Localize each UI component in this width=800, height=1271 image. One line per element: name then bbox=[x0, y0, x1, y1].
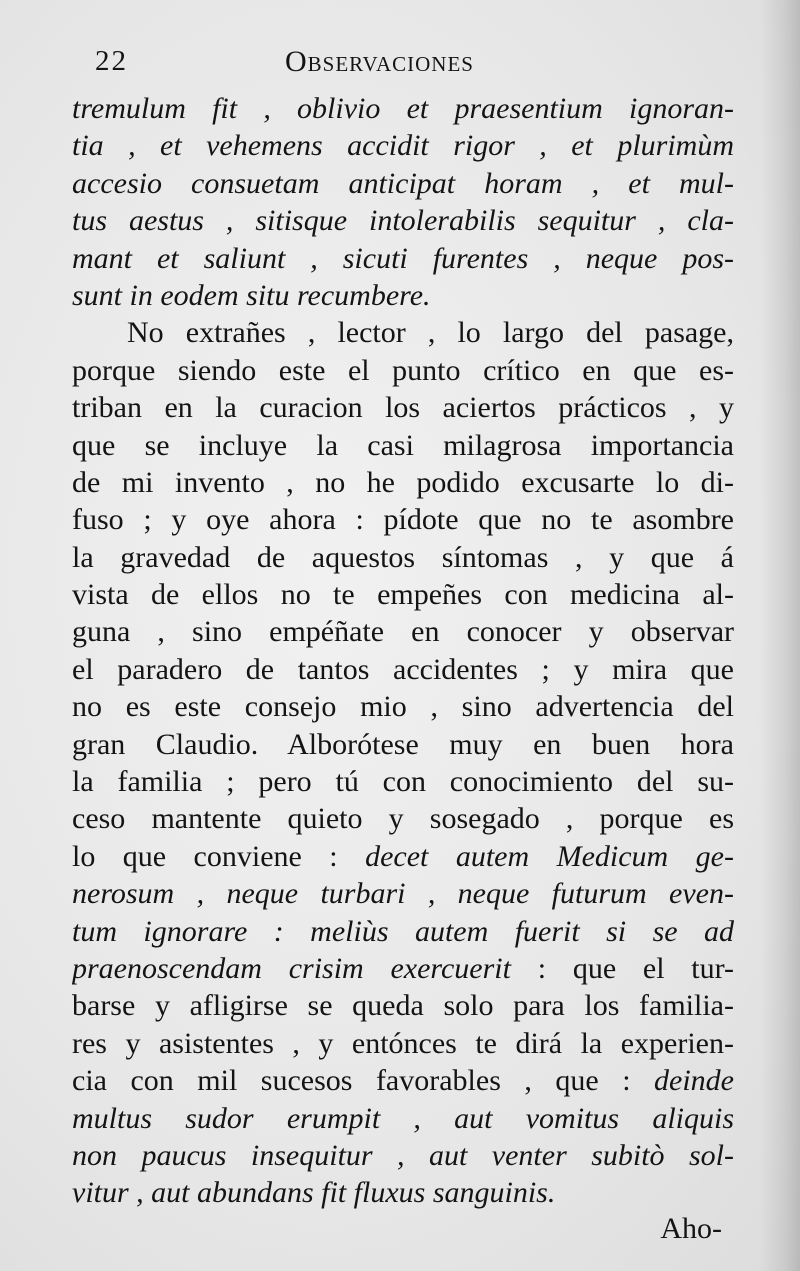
latin-quote-segment: decet autem Medicum ge- bbox=[365, 839, 734, 873]
latin-quote-segment: vitur , aut abundans fit fluxus sanguinis. bbox=[72, 1176, 556, 1210]
spanish-text-segment: el paradero de tantos accidentes ; y mira que bbox=[72, 652, 734, 686]
text-line bbox=[72, 688, 734, 725]
spanish-text-segment: gran Claudio. Alborótese muy en buen hora bbox=[72, 727, 734, 761]
spanish-text-segment: no es este consejo mio , sino advertencia del bbox=[72, 690, 734, 724]
text-line bbox=[72, 277, 734, 314]
catchword: Aho- bbox=[660, 1212, 722, 1245]
text-line bbox=[72, 352, 734, 389]
spanish-text-segment: triban en la curacion los aciertos prácticos , y bbox=[72, 391, 734, 425]
spanish-text-segment: : que el tur- bbox=[510, 951, 734, 985]
text-line bbox=[72, 165, 734, 202]
text-line bbox=[72, 90, 734, 127]
body-text bbox=[72, 90, 734, 1212]
latin-quote-segment: non paucus insequitur , aut venter subitò sol- bbox=[72, 1138, 734, 1172]
latin-quote-segment: tum ignorare : meliùs autem fuerit si se ad bbox=[72, 914, 734, 948]
text-line bbox=[72, 1137, 734, 1174]
latin-quote-segment: praenoscendam crisim exercuerit bbox=[72, 951, 511, 985]
text-line bbox=[72, 763, 734, 800]
text-line bbox=[72, 875, 734, 912]
text-line bbox=[72, 613, 734, 650]
spanish-text-segment: guna , sino empéñate en conocer y observar bbox=[72, 615, 734, 649]
text-line bbox=[72, 1025, 734, 1062]
running-head bbox=[95, 45, 735, 85]
spanish-text-segment: lo que conviene : bbox=[72, 839, 366, 873]
text-line bbox=[72, 314, 734, 351]
spanish-text-segment: res y asistentes , y entónces te dirá la experien- bbox=[72, 1026, 734, 1060]
latin-quote-segment: accesio consuetam anticipat horam , et mul- bbox=[72, 166, 734, 200]
text-line bbox=[72, 838, 734, 875]
spanish-text-segment: cia con mil sucesos favorables , que : bbox=[72, 1064, 655, 1098]
latin-quote-segment: tia , et vehemens accidit rigor , et plurimùm bbox=[72, 129, 734, 163]
spanish-text-segment: la gravedad de aquestos síntomas , y que á bbox=[72, 540, 734, 574]
text-line bbox=[72, 1062, 734, 1099]
latin-quote-segment: mant et saliunt , sicuti furentes , neque pos- bbox=[72, 241, 734, 275]
text-line bbox=[72, 950, 734, 987]
text-line bbox=[72, 389, 734, 426]
spanish-text-segment: fuso ; y oye ahora : pídote que no te asombre bbox=[72, 503, 734, 537]
text-line bbox=[72, 202, 734, 239]
text-line bbox=[72, 651, 734, 688]
spanish-text-segment: vista de ellos no te empeñes con medicina al- bbox=[72, 578, 734, 612]
text-line bbox=[72, 1174, 734, 1211]
text-line bbox=[72, 576, 734, 613]
text-line bbox=[72, 427, 734, 464]
text-line bbox=[72, 800, 734, 837]
text-line bbox=[72, 240, 734, 277]
latin-quote-segment: multus sudor erumpit , aut vomitus aliquis bbox=[72, 1101, 734, 1135]
latin-quote-segment: tus aestus , sitisque intolerabilis sequitur , cla- bbox=[72, 204, 734, 238]
page-edge-shadow bbox=[760, 0, 800, 1271]
spanish-text-segment: la familia ; pero tú con conocimiento del su- bbox=[72, 765, 734, 799]
text-line bbox=[72, 913, 734, 950]
text-line bbox=[72, 501, 734, 538]
spanish-text-segment: ceso mantente quieto y sosegado , porque es bbox=[72, 802, 734, 836]
text-line bbox=[72, 1100, 734, 1137]
latin-quote-segment: sunt in eodem situ recumbere. bbox=[72, 278, 431, 312]
spanish-text-segment: porque siendo este el punto crítico en que es- bbox=[72, 353, 734, 387]
running-title: Observaciones bbox=[285, 45, 474, 78]
text-line bbox=[72, 539, 734, 576]
page-number: 22 bbox=[95, 45, 128, 77]
text-line bbox=[72, 127, 734, 164]
latin-quote-segment: tremulum fit , oblivio et praesentium ignoran- bbox=[72, 92, 734, 125]
text-line bbox=[72, 987, 734, 1024]
text-line bbox=[72, 726, 734, 763]
spanish-text-segment: barse y afligirse se queda solo para los familia- bbox=[72, 989, 734, 1023]
spanish-text-segment: de mi invento , no he podido excusarte lo di- bbox=[72, 465, 734, 499]
text-line bbox=[72, 464, 734, 501]
spanish-text-segment: que se incluye la casi milagrosa importancia bbox=[72, 428, 734, 462]
latin-quote-segment: nerosum , neque turbari , neque futurum even- bbox=[72, 877, 734, 911]
spanish-text-segment: No extrañes , lector , lo largo del pasage, bbox=[127, 316, 734, 350]
latin-quote-segment: deinde bbox=[654, 1064, 734, 1098]
